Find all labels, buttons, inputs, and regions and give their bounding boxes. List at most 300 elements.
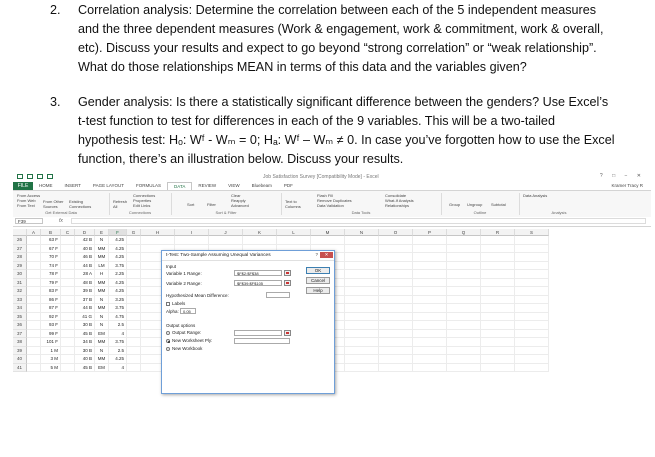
empty-cell[interactable] <box>481 296 515 305</box>
empty-cell[interactable] <box>447 364 481 373</box>
table-cell[interactable]: MM <box>95 253 109 262</box>
table-cell[interactable]: 42 B <box>75 236 95 245</box>
table-cell[interactable]: 39 B <box>75 287 95 296</box>
empty-cell[interactable] <box>61 364 75 373</box>
column-header-n[interactable]: N <box>345 229 379 236</box>
empty-cell[interactable] <box>61 321 75 330</box>
relationships-button[interactable]: Relationships <box>385 203 410 208</box>
empty-cell[interactable] <box>61 236 75 245</box>
empty-cell[interactable] <box>345 270 379 279</box>
empty-cell[interactable] <box>447 262 481 271</box>
clear-button[interactable]: Clear <box>231 193 241 198</box>
empty-cell[interactable] <box>413 245 447 254</box>
table-cell[interactable]: 2.5 <box>109 347 127 356</box>
empty-cell[interactable] <box>61 347 75 356</box>
table-cell[interactable]: 78 F <box>41 270 61 279</box>
empty-cell[interactable] <box>345 253 379 262</box>
empty-cell[interactable] <box>209 236 243 245</box>
empty-cell[interactable] <box>447 270 481 279</box>
empty-cell[interactable] <box>27 270 41 279</box>
empty-cell[interactable] <box>27 347 41 356</box>
close-icon[interactable]: ✕ <box>320 252 333 258</box>
empty-cell[interactable] <box>277 236 311 245</box>
existing-connections-button[interactable]: Existing Connections <box>69 199 92 209</box>
row-header[interactable]: 41 <box>13 364 27 373</box>
column-header-e[interactable]: E <box>95 229 109 236</box>
column-header-a[interactable]: A <box>27 229 41 236</box>
table-cell[interactable]: 40 B <box>75 245 95 254</box>
empty-cell[interactable] <box>345 287 379 296</box>
help-button[interactable]: Help <box>306 287 330 294</box>
empty-cell[interactable] <box>127 270 141 279</box>
row-header[interactable]: 34 <box>13 304 27 313</box>
empty-cell[interactable] <box>127 262 141 271</box>
empty-cell[interactable] <box>127 236 141 245</box>
empty-cell[interactable] <box>27 304 41 313</box>
empty-cell[interactable] <box>515 296 549 305</box>
empty-cell[interactable] <box>345 296 379 305</box>
empty-cell[interactable] <box>515 347 549 356</box>
table-cell[interactable]: N <box>95 347 109 356</box>
empty-cell[interactable] <box>127 355 141 364</box>
empty-cell[interactable] <box>61 304 75 313</box>
table-cell[interactable]: 99 F <box>41 330 61 339</box>
table-cell[interactable]: 4.25 <box>109 279 127 288</box>
empty-cell[interactable] <box>27 253 41 262</box>
empty-cell[interactable] <box>447 287 481 296</box>
table-cell[interactable]: 3.75 <box>109 338 127 347</box>
empty-cell[interactable] <box>447 330 481 339</box>
empty-cell[interactable] <box>127 364 141 373</box>
table-cell[interactable]: 92 F <box>41 313 61 322</box>
group-button[interactable]: Group <box>449 202 461 207</box>
collapse-dialog-icon[interactable] <box>284 270 291 276</box>
table-cell[interactable]: 4.25 <box>109 287 127 296</box>
flash-fill-button[interactable]: Flash Fill <box>317 193 334 198</box>
collapse-dialog-icon[interactable] <box>284 280 291 286</box>
column-header-j[interactable]: J <box>209 229 243 236</box>
column-header-s[interactable]: S <box>515 229 549 236</box>
ok-button[interactable]: OK <box>306 267 330 274</box>
empty-cell[interactable] <box>127 304 141 313</box>
empty-cell[interactable] <box>481 321 515 330</box>
table-cell[interactable]: 4.25 <box>109 236 127 245</box>
text-to-columns-button[interactable]: Text to Columns <box>285 199 301 209</box>
empty-cell[interactable] <box>61 338 75 347</box>
table-cell[interactable]: 2.5 <box>109 321 127 330</box>
empty-cell[interactable] <box>127 253 141 262</box>
empty-cell[interactable] <box>27 313 41 322</box>
table-cell[interactable]: 101 F <box>41 338 61 347</box>
window-controls[interactable]: ? □ − ✕ <box>599 173 645 179</box>
empty-cell[interactable] <box>515 270 549 279</box>
empty-cell[interactable] <box>515 304 549 313</box>
column-header-l[interactable]: L <box>277 229 311 236</box>
table-cell[interactable]: 79 F <box>41 279 61 288</box>
empty-cell[interactable] <box>379 279 413 288</box>
row-header[interactable]: 40 <box>13 355 27 364</box>
empty-cell[interactable] <box>447 236 481 245</box>
tab-page-layout[interactable]: PAGE LAYOUT <box>92 183 125 188</box>
empty-cell[interactable] <box>515 236 549 245</box>
table-cell[interactable]: EM <box>95 364 109 373</box>
empty-cell[interactable] <box>345 304 379 313</box>
table-cell[interactable]: 30 B <box>75 347 95 356</box>
table-cell[interactable]: MM <box>95 287 109 296</box>
table-cell[interactable]: 3.25 <box>109 296 127 305</box>
empty-cell[interactable] <box>311 236 345 245</box>
empty-cell[interactable] <box>61 287 75 296</box>
empty-cell[interactable] <box>413 338 447 347</box>
empty-cell[interactable] <box>345 330 379 339</box>
empty-cell[interactable] <box>481 236 515 245</box>
empty-cell[interactable] <box>61 270 75 279</box>
empty-cell[interactable] <box>447 279 481 288</box>
empty-cell[interactable] <box>481 330 515 339</box>
empty-cell[interactable] <box>379 245 413 254</box>
row-header[interactable]: 33 <box>13 296 27 305</box>
empty-cell[interactable] <box>27 245 41 254</box>
row-header[interactable]: 37 <box>13 330 27 339</box>
empty-cell[interactable] <box>379 321 413 330</box>
empty-cell[interactable] <box>127 279 141 288</box>
remove-duplicates-button[interactable]: Remove Duplicates <box>317 198 352 203</box>
empty-cell[interactable] <box>27 321 41 330</box>
column-header-m[interactable]: M <box>311 229 345 236</box>
sort-button[interactable]: Sort <box>187 202 195 207</box>
table-cell[interactable]: 2.25 <box>109 270 127 279</box>
alpha-input[interactable]: 0.05 <box>180 308 196 314</box>
help-icon[interactable]: ? <box>315 252 318 257</box>
row-header[interactable]: 30 <box>13 270 27 279</box>
empty-cell[interactable] <box>379 313 413 322</box>
table-cell[interactable]: 4.75 <box>109 313 127 322</box>
table-cell[interactable]: LM <box>95 262 109 271</box>
empty-cell[interactable] <box>481 245 515 254</box>
new-workbook-radio[interactable] <box>166 347 170 351</box>
column-header-c[interactable]: C <box>61 229 75 236</box>
column-header-g[interactable]: G <box>127 229 141 236</box>
row-header[interactable]: 27 <box>13 245 27 254</box>
labels-checkbox[interactable] <box>166 302 170 306</box>
variable1-range-input[interactable]: $F$2:$F$38 <box>234 270 282 276</box>
from-web-button[interactable]: From Web <box>17 198 36 203</box>
empty-cell[interactable] <box>379 330 413 339</box>
empty-cell[interactable] <box>379 347 413 356</box>
empty-cell[interactable] <box>379 296 413 305</box>
table-cell[interactable]: 44 B <box>75 262 95 271</box>
column-header-b[interactable]: B <box>41 229 61 236</box>
empty-cell[interactable] <box>127 330 141 339</box>
table-cell[interactable]: 3 M <box>41 355 61 364</box>
table-cell[interactable]: MM <box>95 304 109 313</box>
ungroup-button[interactable]: Ungroup <box>467 202 483 207</box>
table-cell[interactable]: N <box>95 313 109 322</box>
row-header[interactable]: 31 <box>13 279 27 288</box>
empty-cell[interactable] <box>61 253 75 262</box>
empty-cell[interactable] <box>61 330 75 339</box>
empty-cell[interactable] <box>447 338 481 347</box>
empty-cell[interactable] <box>127 287 141 296</box>
empty-cell[interactable] <box>27 296 41 305</box>
empty-cell[interactable] <box>379 270 413 279</box>
empty-cell[interactable] <box>345 245 379 254</box>
empty-cell[interactable] <box>447 296 481 305</box>
table-cell[interactable]: 74 F <box>41 262 61 271</box>
empty-cell[interactable] <box>481 270 515 279</box>
empty-cell[interactable] <box>61 313 75 322</box>
table-cell[interactable]: 4 <box>109 330 127 339</box>
empty-cell[interactable] <box>379 287 413 296</box>
table-cell[interactable]: 4.25 <box>109 355 127 364</box>
empty-cell[interactable] <box>27 364 41 373</box>
new-worksheet-input[interactable] <box>234 338 290 344</box>
name-box[interactable]: F39 <box>15 218 43 224</box>
empty-cell[interactable] <box>27 279 41 288</box>
empty-cell[interactable] <box>27 287 41 296</box>
empty-cell[interactable] <box>447 253 481 262</box>
table-cell[interactable]: 4.25 <box>109 245 127 254</box>
from-text-button[interactable]: From Text <box>17 203 35 208</box>
column-header-h[interactable]: H <box>141 229 175 236</box>
collapse-dialog-icon[interactable] <box>284 330 291 336</box>
empty-cell[interactable] <box>447 304 481 313</box>
edit-links-button[interactable]: Edit Links <box>133 203 151 208</box>
empty-cell[interactable] <box>127 245 141 254</box>
empty-cell[interactable] <box>345 347 379 356</box>
empty-cell[interactable] <box>127 347 141 356</box>
empty-cell[interactable] <box>481 364 515 373</box>
empty-cell[interactable] <box>345 321 379 330</box>
column-header-o[interactable]: O <box>379 229 413 236</box>
consolidate-button[interactable]: Consolidate <box>385 193 407 198</box>
empty-cell[interactable] <box>413 296 447 305</box>
tab-view[interactable]: VIEW <box>228 183 240 188</box>
empty-cell[interactable] <box>515 355 549 364</box>
properties-button[interactable]: Properties <box>133 198 152 203</box>
empty-cell[interactable] <box>481 262 515 271</box>
empty-cell[interactable] <box>379 355 413 364</box>
table-cell[interactable]: 3.75 <box>109 262 127 271</box>
empty-cell[interactable] <box>413 287 447 296</box>
refresh-all-button[interactable]: Refresh All <box>113 199 128 209</box>
empty-cell[interactable] <box>27 338 41 347</box>
table-cell[interactable]: 37 B <box>75 296 95 305</box>
column-header-r[interactable]: R <box>481 229 515 236</box>
row-header[interactable]: 38 <box>13 338 27 347</box>
column-header-k[interactable]: K <box>243 229 277 236</box>
row-header[interactable]: 35 <box>13 313 27 322</box>
empty-cell[interactable] <box>413 279 447 288</box>
table-cell[interactable]: 45 B <box>75 364 95 373</box>
empty-cell[interactable] <box>481 279 515 288</box>
empty-cell[interactable] <box>141 236 175 245</box>
data-analysis-button[interactable]: Data Analysis <box>523 193 548 198</box>
from-other-sources-button[interactable]: From Other Sources <box>43 199 64 209</box>
tab-home[interactable]: HOME <box>39 183 53 188</box>
row-header[interactable]: 28 <box>13 253 27 262</box>
user-name[interactable]: Kramer Tracy R <box>611 183 643 188</box>
empty-cell[interactable] <box>127 296 141 305</box>
table-cell[interactable]: 28 A <box>75 270 95 279</box>
empty-cell[interactable] <box>515 364 549 373</box>
empty-cell[interactable] <box>515 245 549 254</box>
undo-icon[interactable] <box>37 174 43 179</box>
table-cell[interactable]: EM <box>95 330 109 339</box>
empty-cell[interactable] <box>27 330 41 339</box>
hypothesized-mean-input[interactable] <box>266 292 290 298</box>
what-if-analysis-button[interactable]: What-If Analysis <box>385 198 414 203</box>
empty-cell[interactable] <box>481 338 515 347</box>
fx-label[interactable]: fx <box>59 218 63 224</box>
column-header-p[interactable]: P <box>413 229 447 236</box>
empty-cell[interactable] <box>447 321 481 330</box>
advanced-button[interactable]: Advanced <box>231 203 249 208</box>
empty-cell[interactable] <box>243 236 277 245</box>
reapply-button[interactable]: Reapply <box>231 198 246 203</box>
table-cell[interactable]: 5 M <box>41 364 61 373</box>
row-header[interactable]: 39 <box>13 347 27 356</box>
table-cell[interactable]: 1 M <box>41 347 61 356</box>
empty-cell[interactable] <box>379 364 413 373</box>
empty-cell[interactable] <box>481 253 515 262</box>
redo-icon[interactable] <box>47 174 53 179</box>
empty-cell[interactable] <box>379 262 413 271</box>
empty-cell[interactable] <box>345 236 379 245</box>
empty-cell[interactable] <box>61 355 75 364</box>
tab-formulas[interactable]: FORMULAS <box>136 183 162 188</box>
empty-cell[interactable] <box>447 355 481 364</box>
save-icon[interactable] <box>27 174 33 179</box>
empty-cell[interactable] <box>515 321 549 330</box>
empty-cell[interactable] <box>515 287 549 296</box>
empty-cell[interactable] <box>345 355 379 364</box>
table-cell[interactable]: 46 B <box>75 253 95 262</box>
output-range-input[interactable] <box>234 330 282 336</box>
empty-cell[interactable] <box>447 347 481 356</box>
empty-cell[interactable] <box>481 313 515 322</box>
table-cell[interactable]: 41 G <box>75 313 95 322</box>
empty-cell[interactable] <box>61 245 75 254</box>
empty-cell[interactable] <box>27 236 41 245</box>
row-header[interactable]: 32 <box>13 287 27 296</box>
empty-cell[interactable] <box>127 313 141 322</box>
file-tab[interactable]: FILE <box>13 182 33 190</box>
table-cell[interactable]: 45 B <box>75 330 95 339</box>
empty-cell[interactable] <box>379 338 413 347</box>
table-cell[interactable]: MM <box>95 338 109 347</box>
empty-cell[interactable] <box>413 313 447 322</box>
empty-cell[interactable] <box>515 330 549 339</box>
column-header-d[interactable]: D <box>75 229 95 236</box>
column-header-f[interactable]: F <box>109 229 127 236</box>
table-cell[interactable]: MM <box>95 355 109 364</box>
column-header-q[interactable]: Q <box>447 229 481 236</box>
empty-cell[interactable] <box>379 236 413 245</box>
subtotal-button[interactable]: Subtotal <box>491 202 506 207</box>
table-cell[interactable]: 70 F <box>41 253 61 262</box>
table-cell[interactable]: 3.75 <box>109 304 127 313</box>
table-cell[interactable]: 63 F <box>41 236 61 245</box>
empty-cell[interactable] <box>345 279 379 288</box>
table-cell[interactable]: 86 F <box>41 296 61 305</box>
empty-cell[interactable] <box>345 262 379 271</box>
empty-cell[interactable] <box>413 347 447 356</box>
empty-cell[interactable] <box>345 313 379 322</box>
empty-cell[interactable] <box>175 236 209 245</box>
table-cell[interactable]: N <box>95 296 109 305</box>
empty-cell[interactable] <box>413 304 447 313</box>
empty-cell[interactable] <box>413 236 447 245</box>
empty-cell[interactable] <box>27 355 41 364</box>
row-header[interactable]: 26 <box>13 236 27 245</box>
table-cell[interactable]: N <box>95 321 109 330</box>
empty-cell[interactable] <box>481 355 515 364</box>
tab-data[interactable]: DATA <box>167 182 192 190</box>
table-cell[interactable]: 44 B <box>75 304 95 313</box>
filter-button[interactable]: Filter <box>207 202 216 207</box>
empty-cell[interactable] <box>515 279 549 288</box>
row-header[interactable]: 29 <box>13 262 27 271</box>
empty-cell[interactable] <box>413 253 447 262</box>
table-cell[interactable]: 40 B <box>75 355 95 364</box>
empty-cell[interactable] <box>61 296 75 305</box>
empty-cell[interactable] <box>481 287 515 296</box>
empty-cell[interactable] <box>345 338 379 347</box>
empty-cell[interactable] <box>447 313 481 322</box>
row-header[interactable]: 36 <box>13 321 27 330</box>
empty-cell[interactable] <box>379 253 413 262</box>
empty-cell[interactable] <box>481 347 515 356</box>
empty-cell[interactable] <box>127 338 141 347</box>
table-cell[interactable]: 34 B <box>75 338 95 347</box>
table-cell[interactable]: 30 B <box>75 321 95 330</box>
empty-cell[interactable] <box>413 262 447 271</box>
table-cell[interactable]: MM <box>95 245 109 254</box>
table-cell[interactable]: 93 F <box>41 321 61 330</box>
empty-cell[interactable] <box>515 253 549 262</box>
output-range-radio[interactable] <box>166 331 170 335</box>
table-cell[interactable]: MM <box>95 279 109 288</box>
variable2-range-input[interactable]: $F$39:$F$105 <box>234 280 282 286</box>
empty-cell[interactable] <box>515 338 549 347</box>
empty-cell[interactable] <box>413 321 447 330</box>
formula-input[interactable] <box>71 218 646 224</box>
connections-button[interactable]: Connections <box>133 193 156 198</box>
table-cell[interactable]: 4 <box>109 364 127 373</box>
column-header-i[interactable]: I <box>175 229 209 236</box>
from-access-button[interactable]: From Access <box>17 193 41 198</box>
data-validation-button[interactable]: Data Validation <box>317 203 344 208</box>
table-cell[interactable]: 67 F <box>41 245 61 254</box>
table-cell[interactable]: H <box>95 270 109 279</box>
select-all-corner[interactable] <box>13 229 27 236</box>
empty-cell[interactable] <box>345 364 379 373</box>
tab-insert[interactable]: INSERT <box>64 183 81 188</box>
empty-cell[interactable] <box>481 304 515 313</box>
empty-cell[interactable] <box>413 330 447 339</box>
empty-cell[interactable] <box>447 245 481 254</box>
empty-cell[interactable] <box>27 262 41 271</box>
new-worksheet-radio[interactable] <box>166 339 170 343</box>
table-cell[interactable]: N <box>95 236 109 245</box>
table-cell[interactable]: 4.25 <box>109 253 127 262</box>
table-cell[interactable]: 48 B <box>75 279 95 288</box>
empty-cell[interactable] <box>61 279 75 288</box>
empty-cell[interactable] <box>515 313 549 322</box>
empty-cell[interactable] <box>413 355 447 364</box>
empty-cell[interactable] <box>127 321 141 330</box>
